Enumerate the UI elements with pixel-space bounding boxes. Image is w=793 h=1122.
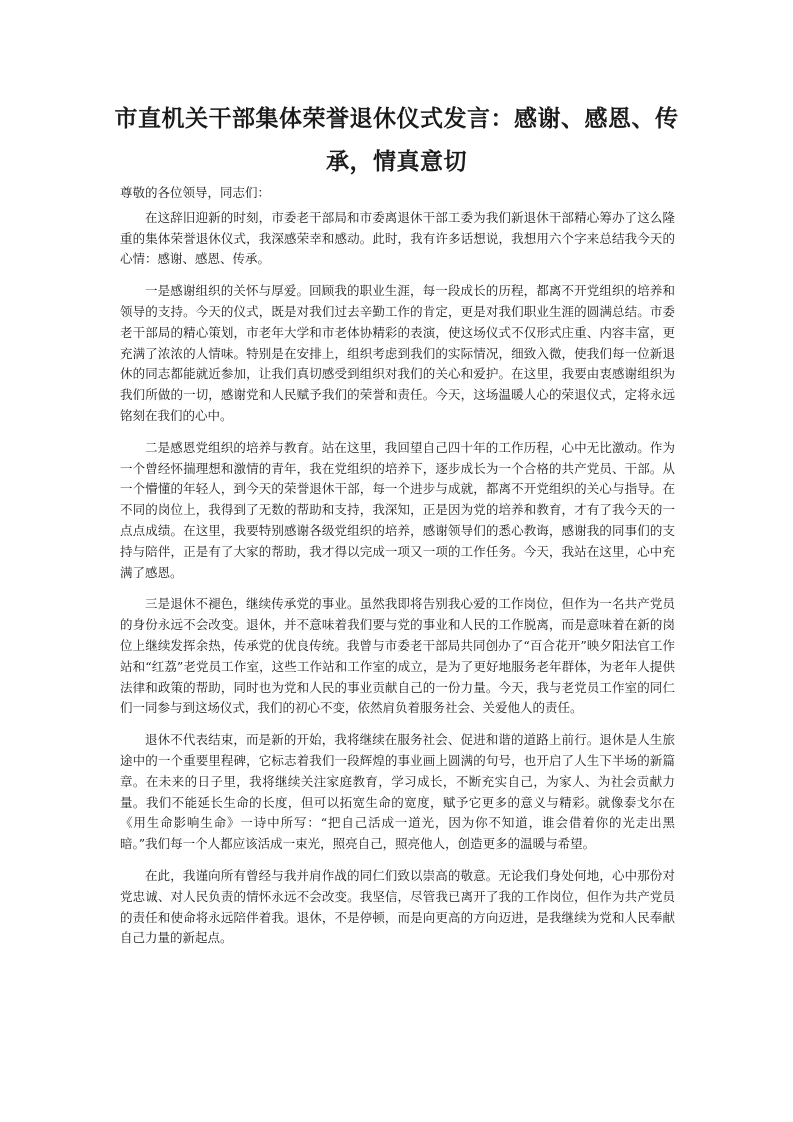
paragraph-intro: 在这辞旧迎新的时刻，市委老干部局和市委离退休干部工委为我们新退休干部精心筹办了这么隆重的集体荣誉退休仪式，我深感荣幸和感动。此时，我有许多话想说，我想用六个字来总结我今天的心情：感谢、感恩、传承。	[120, 209, 675, 267]
document-title: 市直机关干部集体荣誉退休仪式发言：感谢、感恩、传承，情真意切	[114, 105, 679, 175]
paragraph-new-beginning: 退休不代表结束，而是新的开始，我将继续在服务社会、促进和谐的道路上前行。退休是人生旅途中的一个重要里程碑，它标志着我们一段辉煌的事业画上圆满的句号，也开启了人生下半场的新篇章。在未来的日子里，我将继续关注家庭教育，学习成长，不断充实自己，为家人、为社会贡献力量。我们不能延长生命的长度，但可以拓宽生命的宽度，赋予它更多的意义与精彩。就像泰戈尔在《用生命影响生命》一诗中所写：“把自己活成一道光，因为你不知道，谁会借着你的光走出黑暗。”我们每一个人都应该活成一束光，照亮自己，照亮他人，创造更多的温暖与希望。	[120, 732, 675, 852]
salutation: 尊敬的各位领导，同志们：	[120, 185, 271, 200]
paragraph-inheritance: 三是退休不褪色，继续传承党的事业。虽然我即将告别我心爱的工作岗位，但作为一名共产党员的身份永远不会改变。退休，并不意味着我们要与党的事业和人民的工作脱离，而是意味着在新的岗位上继续发挥余热，传承党的优良传统。我曾与市委老干部局共同创办了“百合花开”映夕阳法官工作站和“红荔”老党员工作室，这些工作站和工作室的成立，是为了更好地服务老年群体，为老年人提供法律和政策的帮助，同时也为党和人民的事业贡献自己的一份力量。今天，我与老党员工作室的同仁们一同参与到这场仪式，我们的初心不变，依然肩负着服务社会、关爱他人的责任。	[120, 596, 675, 716]
paragraph-gratitude: 二是感恩党组织的培养与教育。站在这里，我回望自己四十年的工作历程，心中无比激动。作为一个曾经怀揣理想和激情的青年，我在党组织的培养下，逐步成长为一个合格的共产党员、干部。从一个懵懂的年轻人，到今天的荣誉退休干部，每一个进步与成就，都离不开党组织的关心与指导。在不同的岗位上，我得到了无数的帮助和支持，我深知，正是因为党的培养和教育，才有了我今天的一点点成绩。在这里，我要特别感谢各级党组织的培养，感谢领导们的悉心教诲，感谢我的同事们的支持与陪伴，正是有了大家的帮助，我才得以完成一项又一项的工作任务。今天，我站在这里，心中充满了感恩。	[120, 439, 675, 580]
document-body	[120, 183, 675, 960]
paragraph-thanks: 一是感谢组织的关怀与厚爱。回顾我的职业生涯，每一段成长的历程，都离不开党组织的培养和领导的支持。今天的仪式，既是对我们过去辛勤工作的肯定，更是对我们职业生涯的圆满总结。市委老干部局的精心策划，市老年大学和市老体协精彩的表演，使这场仪式不仅形式庄重、内容丰富，更充满了浓浓的人情味。特别是在安排上，组织考虑到我们的实际情况，细致入微，使我们每一位新退休的同志都能就近参加，让我们真切感受到组织对我们的关心和爱护。在这里，我要由衷感谢组织为我们所做的一切，感谢党和人民赋予我们的荣誉和责任。今天，这场温暖人心的荣退仪式，定将永远铭刻在我们的心中。	[120, 283, 675, 423]
paragraph-closing: 在此，我谨向所有曾经与我并肩作战的同仁们致以崇高的敬意。无论我们身处何地，心中那份对党忠诚、对人民负责的情怀永远不会改变。我坚信，尽管我已离开了我的工作岗位，但作为共产党员的责任和使命将永远陪伴着我。退休，不是停顿，而是向更高的方向迈进，是我继续为党和人民奉献自己力量的新起点。	[120, 867, 675, 946]
